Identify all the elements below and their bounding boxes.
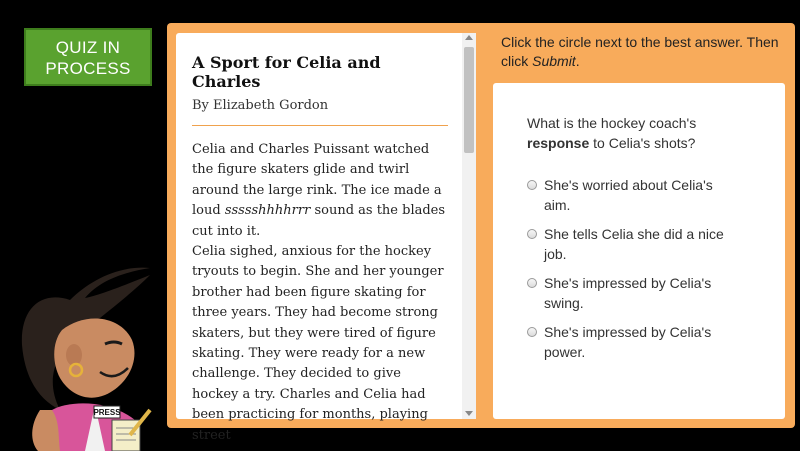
instructions-text <box>501 33 791 71</box>
reporter-mascot-illustration <box>0 260 175 451</box>
badge-line-2: PROCESS <box>45 59 131 78</box>
question-card <box>493 83 785 419</box>
quiz-status-badge <box>24 28 152 86</box>
passage-content <box>192 47 448 446</box>
answer-label-3[interactable]: She's impressed by Celia's swing. <box>544 275 712 311</box>
passage-body <box>192 140 448 446</box>
question-text-a: What is the hockey coach's <box>527 115 697 131</box>
answer-option-4[interactable] <box>527 322 767 362</box>
radio-button-icon[interactable] <box>527 278 537 288</box>
question-text-b: to Celia's shots? <box>589 135 696 151</box>
passage-title: A Sport for Celia and Charles <box>192 53 381 91</box>
instructions-text-b: . <box>575 53 580 69</box>
answer-option-1[interactable] <box>527 175 767 215</box>
title-divider <box>192 125 448 126</box>
answer-label-1[interactable]: She's worried about Celia's aim. <box>544 177 713 213</box>
answer-option-2[interactable] <box>527 224 767 264</box>
passage-paragraph-2: Celia sighed, anxious for the hockey tryouts to begin. She and her younger brother had been figure skating for three years. They had become strong skaters, but they were tired of figure skating. They were ready for a new challenge. They decided to give hockey a try. Charles and Celia had been practicing for months, playing street <box>192 244 444 443</box>
scrollbar-thumb[interactable] <box>464 47 474 153</box>
radio-button-icon[interactable] <box>527 180 537 190</box>
answer-options <box>527 175 767 371</box>
radio-button-icon[interactable] <box>527 229 537 239</box>
passage-paragraph-1 <box>192 140 448 242</box>
instructions-text-a: Click the circle next to the best answer. Then click <box>501 34 779 69</box>
reading-passage-panel <box>176 33 476 443</box>
sound-effect-word: ssssshhhhrrr <box>224 203 311 219</box>
submit-keyword: Submit <box>532 53 576 69</box>
para1-text-b: sound as the blades cut into it. <box>192 203 446 239</box>
scroll-up-arrow-icon[interactable] <box>465 35 473 40</box>
answer-label-4[interactable]: She's impressed by Celia's power. <box>544 324 712 360</box>
answer-option-3[interactable] <box>527 273 767 313</box>
passage-scrollbar[interactable] <box>462 33 476 419</box>
question-prompt <box>527 113 747 153</box>
radio-button-icon[interactable] <box>527 327 537 337</box>
para1-text-a: Celia and Charles Puissant watched the figure skaters glide and twirl around the large rink. The ice made a loud <box>192 142 442 219</box>
answer-label-2[interactable]: She tells Celia she did a nice job. <box>544 226 724 262</box>
scroll-down-arrow-icon[interactable] <box>465 411 473 416</box>
passage-byline: By Elizabeth Gordon <box>192 98 329 113</box>
badge-line-1: QUIZ IN <box>55 38 121 57</box>
question-keyword: response <box>527 135 590 151</box>
press-badge-text: PRESS <box>93 408 121 417</box>
